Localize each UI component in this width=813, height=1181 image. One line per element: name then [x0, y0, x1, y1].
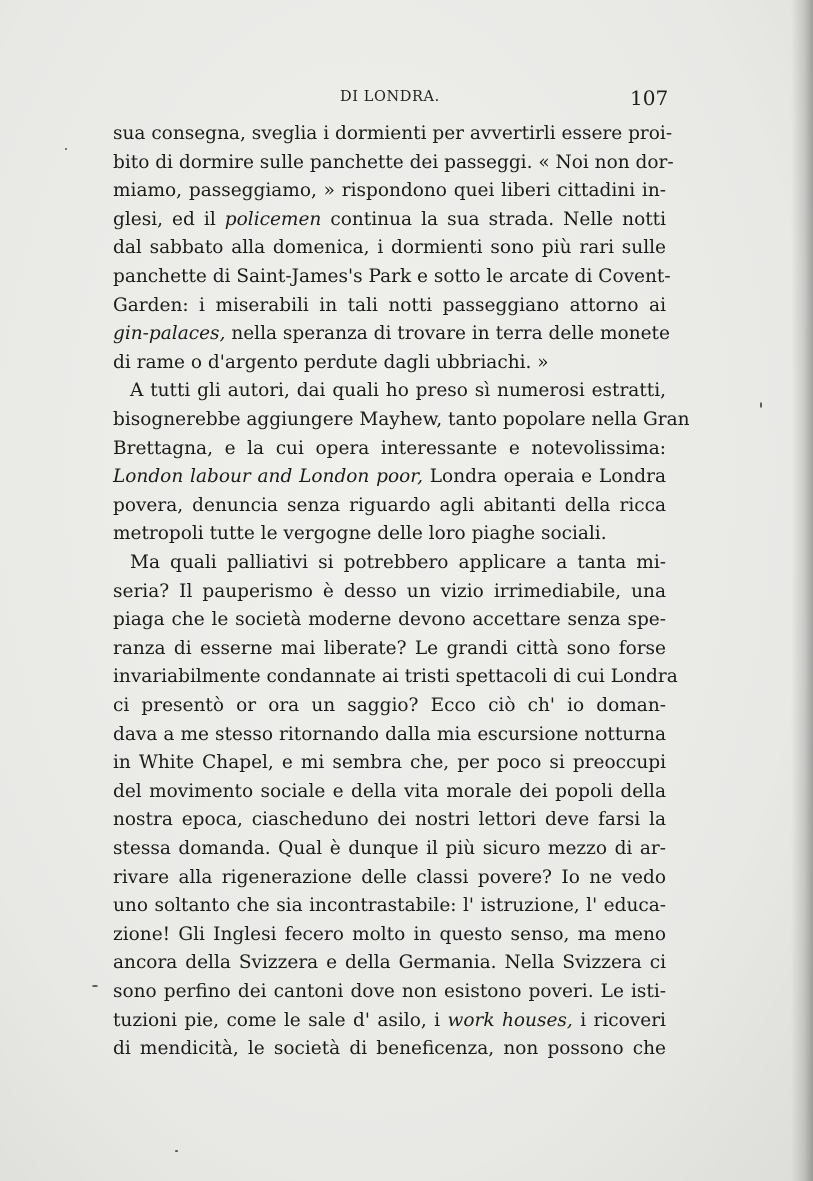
text-segment: continua la sua strada. Nelle notti	[321, 208, 666, 230]
text-segment: invariabilmente condannate ai tristi spettacoli di cui Londra	[113, 666, 678, 688]
text-line	[113, 578, 666, 606]
text-line	[113, 435, 666, 463]
text-line	[113, 635, 666, 663]
text-segment: in White Chapel, e mi sembra che, per poco si preoccupi	[113, 752, 666, 774]
text-segment: bito di dormire sulle panchette dei passeggi. « Noi non dor-	[113, 151, 674, 173]
text-segment: bisognerebbe aggiungere Mayhew, tanto popolare nella Gran	[113, 409, 690, 430]
text-segment: dal sabbato alla domenica, i dormienti sono più rari sulle	[113, 237, 666, 259]
italic-text: gin-palaces,	[113, 323, 226, 345]
text-line	[113, 234, 666, 262]
text-line	[113, 263, 671, 291]
print-speck	[65, 148, 67, 150]
text-segment: miamo, passeggiamo, » rispondono quei liberi cittadini in-	[113, 180, 666, 202]
text-line	[113, 1007, 666, 1035]
text-line	[113, 806, 666, 834]
italic-text: policemen	[224, 208, 322, 230]
text-line	[113, 492, 666, 520]
text-segment: A tutti gli autori, dai quali ho preso sì numerosi estratti,	[130, 380, 666, 402]
text-segment: di rame o d'argento perdute dagli ubbriachi. »	[113, 351, 549, 373]
text-line	[113, 606, 666, 634]
text-line	[113, 349, 666, 377]
text-segment: Londra operaia e Londra	[422, 466, 666, 488]
text-segment: metropoli tutte le vergogne delle loro piaghe sociali.	[113, 523, 607, 545]
text-line	[113, 864, 666, 892]
text-line	[113, 921, 666, 949]
text-line	[113, 520, 666, 548]
text-line	[113, 406, 690, 434]
text-line	[113, 206, 666, 234]
running-head: DI LONDRA.	[340, 89, 440, 105]
text-segment: nella speranza di trovare in terra delle monete	[225, 323, 670, 345]
text-segment: zione! Gli Inglesi fecero molto in questo senso, ma meno	[113, 923, 666, 945]
text-segment: ancora della Svizzera e della Germania. Nella Svizzera ci	[113, 952, 666, 974]
text-segment: ci presentò or ora un saggio? Ecco ciò ch' io doman-	[113, 695, 666, 716]
text-segment: Brettagna, e la cui opera interessante e notevolissima:	[113, 437, 666, 459]
text-line	[113, 320, 670, 348]
text-line	[113, 463, 666, 491]
text-line	[113, 835, 666, 863]
text-line	[113, 949, 666, 977]
text-segment: glesi, ed il	[113, 208, 225, 230]
text-line	[113, 120, 673, 148]
text-line	[113, 149, 674, 177]
text-segment: i ricoveri	[572, 1009, 666, 1031]
text-line	[113, 978, 666, 1006]
text-segment: piaga che le società moderne devono accettare senza spe-	[113, 609, 666, 631]
page-number: 107	[630, 86, 669, 110]
text-line	[113, 292, 666, 320]
page-edge-shadow	[791, 0, 813, 1181]
text-line	[113, 177, 666, 205]
text-segment: stessa domanda. Qual è dunque il più sicuro mezzo di ar-	[113, 838, 666, 859]
text-line	[113, 663, 678, 691]
text-segment: seria? Il pauperismo è desso un vizio irrimediabile, una	[113, 580, 666, 602]
text-line	[113, 1035, 666, 1063]
text-segment: Ma quali palliativi si potrebbero applicare a tanta mi-	[130, 552, 666, 573]
italic-text: work houses,	[447, 1009, 573, 1031]
text-line	[113, 692, 666, 720]
text-segment: rivare alla rigenerazione delle classi povere? Io ne vedo	[113, 866, 666, 888]
text-segment: nostra epoca, ciascheduno dei nostri lettori deve farsi la	[113, 809, 666, 831]
text-line	[113, 778, 666, 806]
text-segment: tuzioni pie, come le sale d' asilo, i	[113, 1009, 448, 1031]
text-segment: di mendicità, le società di beneficenza, non possono che	[113, 1038, 666, 1060]
text-line	[130, 549, 666, 577]
text-segment: sua consegna, sveglia i dormienti per avvertirli essere proi-	[113, 123, 673, 144]
text-segment: uno soltanto che sia incontrastabile: l' istruzione, l' educa-	[113, 895, 666, 917]
text-segment: ranza di esserne mai liberate? Le grandi città sono forse	[113, 637, 666, 659]
text-segment: panchette di Saint-James's Park e sotto le arcate di Covent-	[113, 266, 671, 287]
text-line	[113, 721, 666, 749]
text-line	[130, 377, 666, 405]
italic-text: London labour and London poor,	[113, 466, 423, 488]
text-segment: dava a me stesso ritornando dalla mia escursione notturna	[113, 723, 666, 745]
text-segment: Garden: i miserabili in tali notti passeggiano attorno ai	[113, 294, 666, 316]
text-line	[113, 749, 666, 777]
print-speck	[760, 402, 762, 408]
text-segment: povera, denuncia senza riguardo agli abitanti della ricca	[113, 494, 666, 516]
text-segment: sono perfino dei cantoni dove non esistono poveri. Le isti-	[113, 981, 666, 1002]
text-segment: del movimento sociale e della vita morale dei popoli della	[113, 780, 666, 802]
print-speck	[175, 1150, 178, 1152]
print-speck	[92, 985, 98, 987]
text-line	[113, 892, 666, 920]
